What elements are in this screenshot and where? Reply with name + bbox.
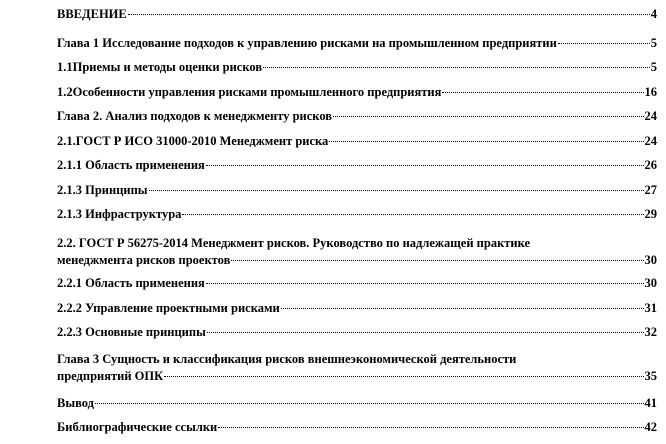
toc-entry-chapter-3 xyxy=(57,351,657,385)
dot-leader xyxy=(231,260,643,261)
dot-leader xyxy=(149,190,644,191)
toc-entry-chapter-1 xyxy=(57,35,657,52)
toc-entry-title-line: менеджмента рисков проектов xyxy=(57,253,231,267)
dot-leader xyxy=(164,376,643,377)
toc-entry-2-2-3 xyxy=(57,324,657,341)
toc-entry-title: Библиографические ссылки xyxy=(57,420,218,434)
toc-entry-page: 5 xyxy=(650,60,657,74)
toc-entry-title-line: Глава 3 Сущность и классификация рисков внешнеэкономической деятельности xyxy=(57,352,517,366)
toc-entry-2-1-3-principles xyxy=(57,182,657,199)
toc-entry-title: Глава 2. Анализ подходов к менеджменту рисков xyxy=(57,109,333,123)
toc-entry-title-line: 2.2. ГОСТ Р 56275-2014 Менеджмент рисков. Руководство по надлежащей практике xyxy=(57,236,531,250)
toc-entry-2-2 xyxy=(57,235,657,269)
toc-entry-title: ВВЕДЕНИЕ xyxy=(57,7,127,21)
dot-leader xyxy=(182,214,643,215)
toc-entry-title: Вывод xyxy=(57,396,94,410)
toc-entry-title: 1.1Приемы и методы оценки рисков xyxy=(57,60,263,74)
toc-entry-2-1 xyxy=(57,133,657,150)
dot-leader xyxy=(95,403,644,404)
toc-entry-title: 2.1.ГОСТ Р ИСО 31000-2010 Менеджмент риска xyxy=(57,134,329,148)
toc-entry-page: 16 xyxy=(644,85,657,99)
dot-leader xyxy=(263,67,650,68)
toc-entry-title-line: предприятий ОПК xyxy=(57,369,164,383)
toc-entry-2-1-3-infrastructure xyxy=(57,206,657,223)
dot-leader xyxy=(206,165,644,166)
toc-entry-page: 32 xyxy=(644,325,657,339)
toc-entry-1-2 xyxy=(57,84,657,101)
toc-entry-2-1-1 xyxy=(57,157,657,174)
toc-entry-2-2-1 xyxy=(57,275,657,292)
toc-entry-title: Глава 1 Исследование подходов к управлению рисками на промышленном предприятии xyxy=(57,36,557,50)
dot-leader xyxy=(206,283,644,284)
toc-entry-conclusion xyxy=(57,395,657,412)
dot-leader xyxy=(281,308,644,309)
toc-entry-page: 24 xyxy=(644,109,657,123)
toc-entry-page: 24 xyxy=(644,134,657,148)
toc-entry-bibliography xyxy=(57,419,657,436)
toc-entry-title: 2.1.3 Принципы xyxy=(57,183,148,197)
dot-leader xyxy=(218,427,643,428)
toc-entry-page: 31 xyxy=(644,301,657,315)
toc-entry-introduction xyxy=(57,6,657,23)
toc-entry-page: 5 xyxy=(650,36,657,50)
toc-entry-page: 4 xyxy=(650,7,657,21)
toc-entry-page: 35 xyxy=(644,369,657,383)
toc-entry-chapter-2 xyxy=(57,108,657,125)
dot-leader xyxy=(207,332,644,333)
toc-entry-title: 2.1.1 Область применения xyxy=(57,158,205,172)
toc-entry-title: 1.2Особенности управления рисками промышленного предприятия xyxy=(57,85,442,99)
toc-entry-page: 41 xyxy=(644,396,657,410)
dot-leader xyxy=(558,43,650,44)
toc-entry-title: 2.1.3 Инфраструктура xyxy=(57,207,182,221)
toc-entry-title: 2.2.2 Управление проектными рисками xyxy=(57,301,280,315)
toc-entry-page: 30 xyxy=(644,253,657,267)
toc-entry-page: 27 xyxy=(644,183,657,197)
toc-entry-page: 29 xyxy=(644,207,657,221)
toc-entry-page: 30 xyxy=(644,276,657,290)
dot-leader xyxy=(333,116,643,117)
toc-entry-2-2-2 xyxy=(57,300,657,317)
toc-entry-title: 2.2.1 Область применения xyxy=(57,276,205,290)
toc-entry-page: 42 xyxy=(644,420,657,434)
dot-leader xyxy=(442,92,643,93)
toc-entry-page: 26 xyxy=(644,158,657,172)
toc-entry-title: 2.2.3 Основные принципы xyxy=(57,325,206,339)
dot-leader xyxy=(329,141,643,142)
toc-entry-1-1 xyxy=(57,59,657,76)
dot-leader xyxy=(128,14,650,15)
